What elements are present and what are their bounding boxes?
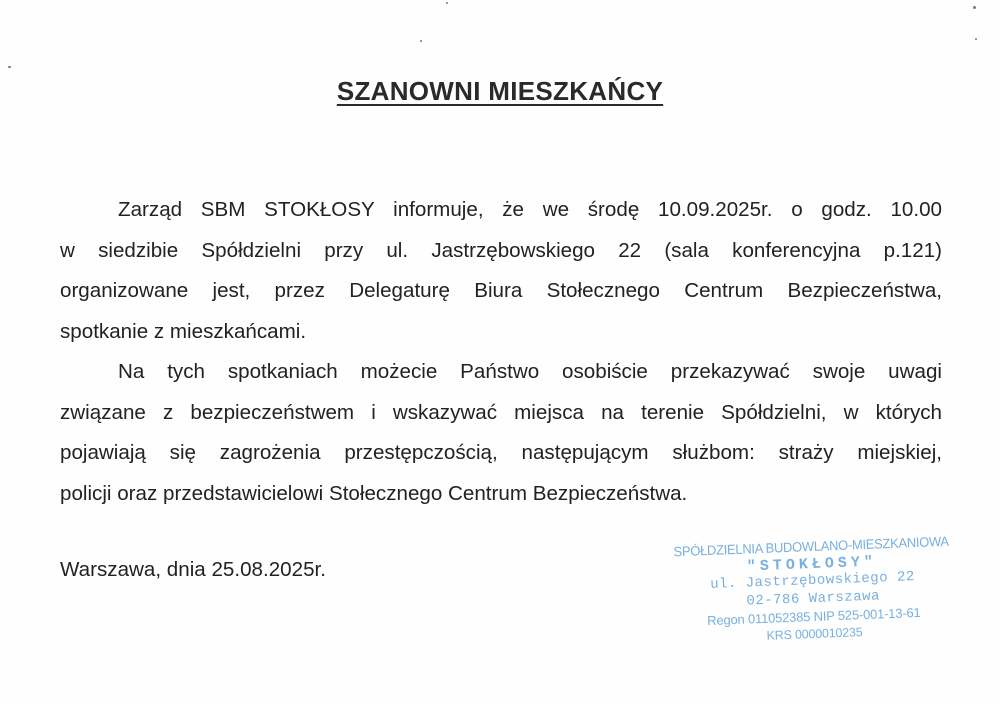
stamp-line-krs: KRS 0000010235 [766,624,863,643]
paragraph-line: związane z bezpieczeństwem i wskazywać miejsca na terenie Spółdzielni, w których [60,400,942,424]
paragraph-line: Na tych spotkaniach możecie Państwo osobiście przekazywać swoje uwagi [118,360,942,383]
paragraph-line: organizowane jest, przez Delegaturę Biura Stołecznego Centrum Bezpieczeństwa, [60,279,942,302]
stamp-line-short-name: "STOKŁOSY" [746,553,878,576]
stamp-line-city: 02-786 Warszawa [746,587,881,610]
paragraph-meeting-purpose [60,352,942,514]
document-title-text: SZANOWNI MIESZKAŃCY [336,76,664,106]
cooperative-stamp [666,532,960,655]
scan-speck [8,66,11,68]
paragraph-meeting-info [60,190,942,352]
paragraph-line: policji oraz przedstawicielowi Stołecznego Centrum Bezpieczeństwa. [60,481,688,505]
document-title [0,76,1000,107]
scan-speck [446,2,448,4]
paragraph-line: w siedzibie Spółdzielni przy ul. Jastrzębowskiego 22 (sala konferencyjna p.121) [60,238,942,262]
paragraph-line: spotkanie z mieszkańcami. [60,319,307,343]
stamp-line-street: ul. Jastrzębowskiego 22 [709,569,916,593]
scan-speck [973,6,976,9]
stamp-line-name: SPÓŁDZIELNIA BUDOWLANO-MIESZKANIOWA [673,533,950,560]
stamp-line-regon-nip: Regon 011052385 NIP 525-001-13-61 [706,604,921,629]
place-and-date: Warszawa, dnia 25.08.2025r. [60,558,326,581]
paragraph-line: pojawiają się zagrożenia przestępczością, następującym służbom: straży miejskiej, [60,441,942,464]
scan-speck [975,38,977,40]
paragraph-line: Zarząd SBM STOKŁOSY informuje, że we środę 10.09.2025r. o godz. 10.00 [118,198,942,221]
scan-speck [420,40,422,42]
